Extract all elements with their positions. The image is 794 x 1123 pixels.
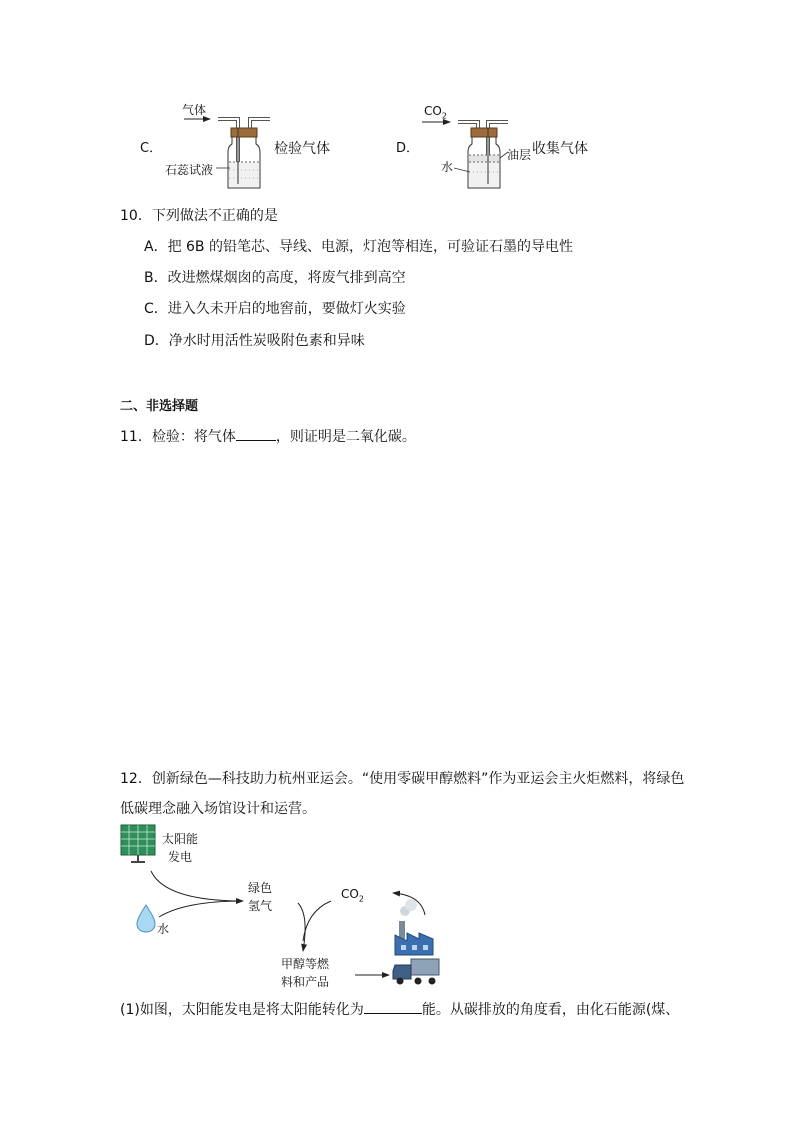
option-d-caption: 收集气体 — [532, 141, 588, 157]
solar-label-line2: 发电 — [168, 850, 193, 864]
solar-panel-icon — [121, 825, 155, 862]
litmus-solution-label: 石蕊试液 — [165, 163, 214, 177]
q12-stem-line2: 低碳理念融入场馆设计和运营。 — [120, 801, 316, 817]
water-drop-icon — [137, 905, 155, 932]
q11-answer-blank[interactable] — [236, 426, 276, 441]
q10-option-a: A．把 6B 的铅笔芯、导线、电源，灯泡等相连，可验证石墨的导电性 — [144, 239, 573, 255]
green-h2-label-line1: 绿色 — [248, 881, 273, 895]
arrow-water-to-h2 — [159, 901, 243, 917]
factory-icon — [395, 899, 433, 955]
arrow-h2-to-methanol — [298, 903, 305, 951]
co2-text: CO — [424, 104, 442, 118]
q10-option-b: B．改进燃煤烟囱的高度，将废气排到高空 — [144, 270, 406, 286]
q12-subquestion-1 — [120, 999, 679, 1019]
q12-sub1-text-after: 能。从碳排放的角度看，由化石能源(煤、 — [421, 1002, 680, 1018]
q10-option-c: C．进入久未开启的地窖前，要做灯火实验 — [144, 301, 406, 317]
gas-washing-bottle-c — [160, 100, 290, 200]
q10-stem: 10．下列做法不正确的是 — [120, 208, 278, 224]
arrow-co2-to-methanol — [303, 901, 331, 941]
methanol-label-line2: 料和产品 — [281, 975, 330, 989]
option-c-letter: C． — [140, 141, 163, 156]
co2-text: CO — [341, 887, 359, 901]
co2-diagram-label — [341, 887, 364, 906]
oil-layer-label: 油层 — [507, 148, 532, 162]
q12-sub1-text-before: (1)如图，太阳能发电是将太阳能转化为 — [120, 1002, 364, 1018]
gas-label: 气体 — [182, 103, 207, 117]
q12-sub1-answer-blank[interactable] — [364, 999, 422, 1014]
methanol-label-line1: 甲醇等燃 — [281, 957, 330, 971]
q11-text-after: ，则证明是二氧化碳。 — [275, 429, 416, 445]
water-label: 水 — [441, 160, 454, 174]
gas-washing-bottle-d — [420, 100, 550, 200]
arrow-solar-to-h2 — [151, 871, 243, 901]
q10-option-d: D．净水时用活性炭吸附色素和异味 — [144, 333, 365, 349]
q11-text-before: 11．检验：将气体 — [120, 429, 236, 445]
option-c-caption: 检验气体 — [274, 141, 330, 157]
option-d-letter: D． — [396, 141, 420, 156]
q12-stem-line1: 12．创新绿色—科技助力杭州亚运会。“使用零碳甲醇燃料”作为亚运会主火炬燃料，将绿色 — [120, 771, 685, 787]
water-label: 水 — [157, 922, 170, 936]
solar-label-line1: 太阳能 — [162, 832, 199, 846]
co2-subscript: 2 — [441, 111, 447, 121]
truck-icon — [393, 959, 439, 985]
question-11 — [120, 426, 416, 446]
section-title: 二、非选择题 — [120, 399, 199, 414]
green-h2-label-line2: 氢气 — [248, 899, 273, 913]
co2-subscript: 2 — [358, 894, 364, 904]
